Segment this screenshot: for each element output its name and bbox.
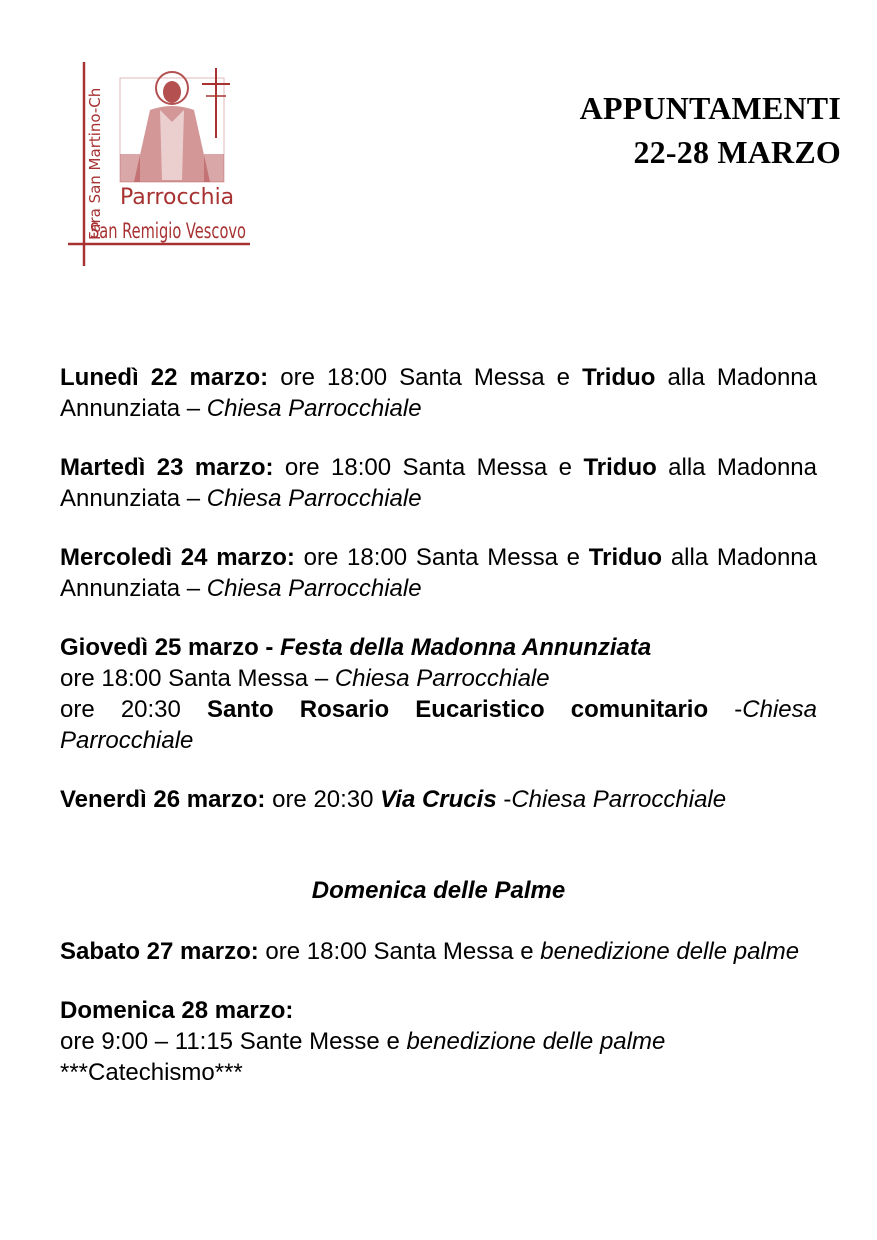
- entry-place: Chiesa Parrocchiale: [206, 575, 422, 602]
- entry-day: Sabato 27 marzo:: [60, 938, 259, 965]
- list-item: [60, 452, 817, 514]
- palm-sunday-title: Domenica delle Palme: [311, 877, 566, 904]
- entry-day: Martedì 23 marzo:: [60, 454, 274, 481]
- entry-place: Chiesa Parrocchiale: [511, 786, 727, 813]
- list-item: [60, 362, 817, 424]
- catechism-note: ***Catechismo***: [60, 1059, 243, 1086]
- page-title-line1: APPUNTAMENTI: [579, 90, 841, 126]
- thursday-heading: [60, 632, 817, 663]
- entry-text: alla Madonna Annunziata –: [60, 364, 817, 422]
- entry-text: ore 20:30: [265, 786, 381, 813]
- entry-place: Chiesa Parrocchiale: [206, 485, 422, 512]
- list-item: [60, 995, 817, 1088]
- page-title: [580, 86, 841, 174]
- entry-place: Chiesa Parrocchiale: [206, 395, 422, 422]
- entry-text: alla Madonna Annunziata –: [60, 544, 817, 602]
- parish-logo: [64, 58, 254, 270]
- entry-bold: Triduo: [582, 364, 656, 391]
- list-item: [60, 542, 817, 604]
- parish-logo-graphic: [64, 58, 254, 270]
- entry-text: ore 18:00 Santa Messa e: [294, 544, 589, 571]
- thursday-mass: [60, 663, 817, 694]
- entry-text: alla Madonna Annunziata –: [60, 454, 818, 512]
- entry-bold: Triduo: [588, 544, 663, 571]
- entry-text: ore 20:30: [60, 696, 207, 723]
- entry-place: Chiesa Parrocchiale: [60, 696, 817, 754]
- page-title-line2: 22-28 MARZO: [633, 134, 841, 170]
- list-item: [60, 784, 817, 815]
- entry-text: ore 18:00 Santa Messa e: [258, 938, 541, 965]
- entry-bold: Triduo: [583, 454, 657, 481]
- entry-text: ore 9:00 – 11:15 Sante Messe e: [60, 1028, 407, 1055]
- entry-text: -: [496, 786, 512, 813]
- sunday-masses: [60, 1026, 817, 1057]
- entry-italic: benedizione delle palme: [406, 1028, 666, 1055]
- appointments-list: [60, 362, 817, 1116]
- logo-side-text: Fara San Martino-Ch: [86, 87, 104, 240]
- entry-day: Giovedì 25 marzo -: [60, 634, 281, 661]
- list-item: [60, 632, 817, 756]
- feast-title: Festa della Madonna Annunziata: [280, 634, 652, 661]
- entry-day: Domenica 28 marzo:: [60, 997, 294, 1024]
- entry-text: ore 18:00 Santa Messa e: [273, 454, 584, 481]
- entry-day: Lunedì 22 marzo:: [60, 364, 269, 391]
- entry-text: -: [708, 696, 743, 723]
- entry-place: Chiesa Parrocchiale: [334, 665, 550, 692]
- logo-line1: Parrocchia: [120, 185, 235, 210]
- thursday-rosary: [60, 696, 817, 754]
- entry-text: ore 18:00 Santa Messa –: [60, 665, 335, 692]
- entry-day: Mercoledì 24 marzo:: [60, 544, 295, 571]
- entry-event: Via Crucis: [380, 786, 497, 813]
- list-item: [60, 936, 817, 967]
- entry-bold: Santo Rosario Eucaristico comunitario: [207, 696, 709, 723]
- logo-line2: San Remigio Vescovo: [90, 219, 246, 243]
- entry-italic: benedizione delle palme: [540, 938, 800, 965]
- entry-day: Venerdì 26 marzo:: [60, 786, 266, 813]
- entry-text: ore 18:00 Santa Messa e: [268, 364, 583, 391]
